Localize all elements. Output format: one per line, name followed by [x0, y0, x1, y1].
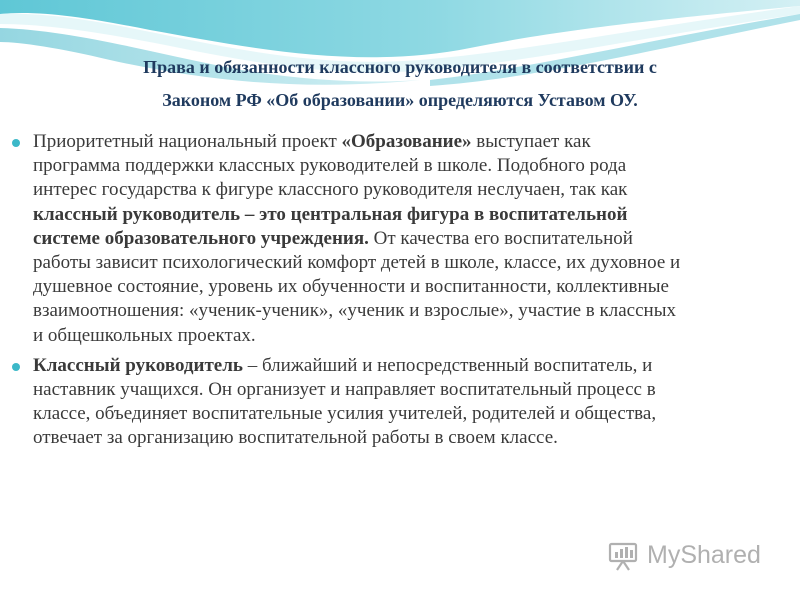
bold-text-run: «Образование»: [341, 131, 472, 152]
bullet-dot-icon: [12, 139, 20, 147]
bullet-paragraph-1: [10, 130, 790, 348]
text-line: и общешкольных проектах.: [33, 324, 256, 346]
slide-body: [10, 130, 790, 457]
text-line: программа поддержки классных руководителей в школе. Подобного рода: [33, 155, 627, 177]
text-line: [33, 227, 790, 251]
text-line: взаимоотношения: «ученик-ученик», «ученик и взрослые», участие в классных: [33, 300, 676, 322]
bold-text-run: Классный руководитель: [33, 354, 243, 376]
watermark-text: MyShared: [647, 540, 761, 569]
text-line: [33, 130, 790, 154]
text-line: душевное состояние, уровень их обученности и воспитанности, коллективные: [33, 276, 669, 298]
bold-text-line: классный руководитель – это центральная фигура в воспитательной: [33, 203, 628, 225]
text-run: выступает как: [471, 131, 591, 152]
myshared-logo-icon: [607, 538, 641, 572]
bold-text-run: системе образовательного учреждения.: [33, 227, 369, 249]
bullet-paragraph-2: [10, 354, 790, 451]
text-line: отвечает за организацию воспитательной работы в своем классе.: [33, 427, 558, 449]
text-line: [33, 354, 790, 378]
bullet-dot-icon: [12, 363, 20, 371]
text-run: Приоритетный национальный проект: [33, 131, 342, 152]
text-line: интерес государства к фигуре классного руководителя неслучаен, так как: [33, 179, 628, 201]
text-line: классе, объединяет воспитательные усилия учителей, родителей и общества,: [33, 403, 657, 425]
title-line-2: Законом РФ «Об образовании» определяются Уставом ОУ.: [162, 90, 638, 110]
text-line: наставник учащихся. Он организует и направляет воспитательный процесс в: [33, 379, 656, 401]
slide-title: [30, 51, 770, 117]
text-line: работы зависит психологический комфорт детей в школе, классе, их духовное и: [33, 252, 681, 274]
title-line-1: Права и обязанности классного руководителя в соответствии с: [143, 57, 657, 77]
text-run: От качества его воспитательной: [368, 227, 633, 249]
myshared-watermark: [607, 537, 761, 573]
text-run: – ближайший и непосредственный воспитатель, и: [242, 354, 653, 376]
